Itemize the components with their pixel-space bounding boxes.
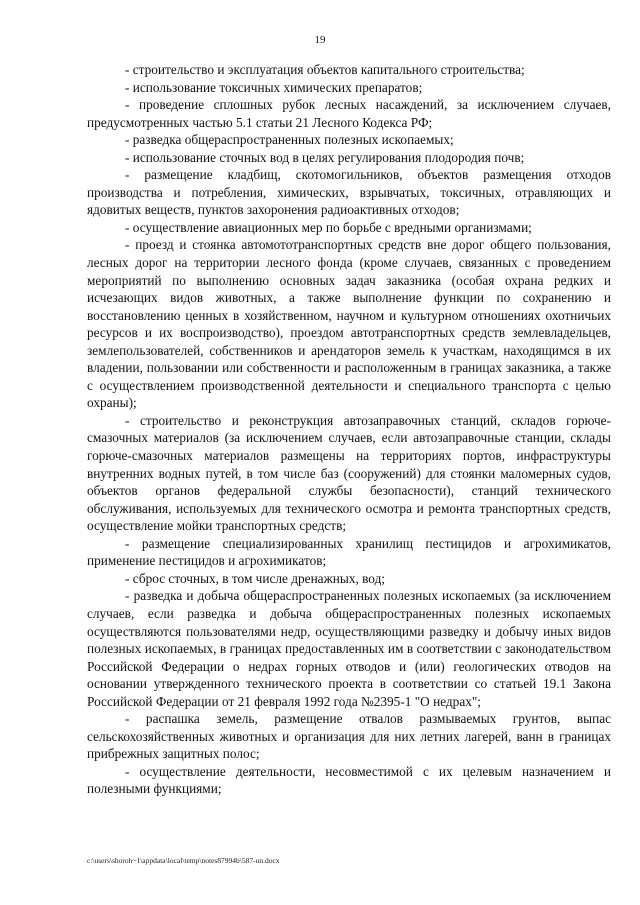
list-item: - использование токсичных химических препаратов; — [125, 79, 423, 95]
list-item: - осуществление деятельности, несовместимой с их целевым назначением и полезными функциями; — [87, 763, 611, 797]
list-item: - разведка общераспространенных полезных ископаемых; — [125, 132, 454, 148]
list-item: - использование сточных вод в целях регулирования плодородия почв; — [125, 149, 525, 165]
list-item: - строительство и реконструкция автозаправочных станций, складов горюче-смазочных материалов (за исключением случаев, если автозаправочные станции, склады горюче-смазочных материалов размещены на территориях портов, инфраструктуры внутренних водных путей, в том числе баз (сооружений) для стоянки маломерных судов, объектов органов федеральной службы безопасности), станций технического обслуживания, используемых для технического осмотра и ремонта транспортных средств, осуществление мойки транспортных средств; — [87, 412, 611, 534]
list-item: - осуществление авиационных мер по борьбе с вредными организмами; — [125, 219, 532, 235]
list-item: - распашка земель, размещение отвалов размываемых грунтов, выпас сельскохозяйственных животных и организация для них летних лагерей, ванн в границах прибрежных защитных полос; — [87, 711, 611, 762]
list-item: - размещение кладбищ, скотомогильников, объектов размещения отходов производства и потребления, химических, взрывчатых, токсичных, отравляющих и ядовитых веществ, пунктов захоронения радиоактивных отходов; — [87, 167, 611, 218]
footer-file-path: c:\users\shoroh~1\appdata\local\temp\notes87994b\587-un.docx — [87, 856, 280, 865]
list-item: - размещение специализированных хранилищ пестицидов и агрохимикатов, применение пестицидов и агрохимикатов; — [87, 535, 611, 569]
list-item: - сброс сточных, в том числе дренажных, вод; — [125, 570, 386, 586]
list-item: - строительство и эксплуатация объектов капитального строительства; — [125, 62, 525, 77]
list-item: - проведение сплошных рубок лесных насаждений, за исключением случаев, предусмотренных частью 5.1 статьи 21 Лесного Кодекса РФ; — [87, 97, 611, 130]
body-text — [87, 61, 611, 798]
list-item: - проезд и стоянка автомототранспортных средств вне дорог общего пользования, лесных дорог на территории лесного фонда (кроме случаев, связанных с проведением мероприятий по выполнению основных задач заказника (особая охрана редких и исчезающих видов животных, а также выполнение функции по сохранению и восстановлению ценных в хозяйственном, научном и культурном отношениях охотничьих ресурсов и их воспроизводство), проездом автотранспортных средств землевладельцев, землепользователей, собственников и арендаторов земель к участкам, находящимся в их владении, пользовании или собственности и расположенным в границах заказника, а также с осуществлением производственной деятельности и специального транспорта с целью охраны); — [87, 237, 611, 411]
page-number: 19 — [314, 34, 326, 46]
list-item: - разведка и добыча общераспространенных полезных ископаемых (за исключением случаев, если разведка и добыча общераспространенных полезных ископаемых осуществляются пользователями недр, осуществляющими разведку и добычу иных видов полезных ископаемых, в границах предоставленных им в соответствии с законодательством Российской Федерации о недрах горных отводов и (или) геологических отводов на основании утвержденного технического проекта в соответствии со статьей 19.1 Закона Российской Федерации от 21 февраля 1992 года №2395-1 "О недрах"; — [87, 588, 611, 709]
